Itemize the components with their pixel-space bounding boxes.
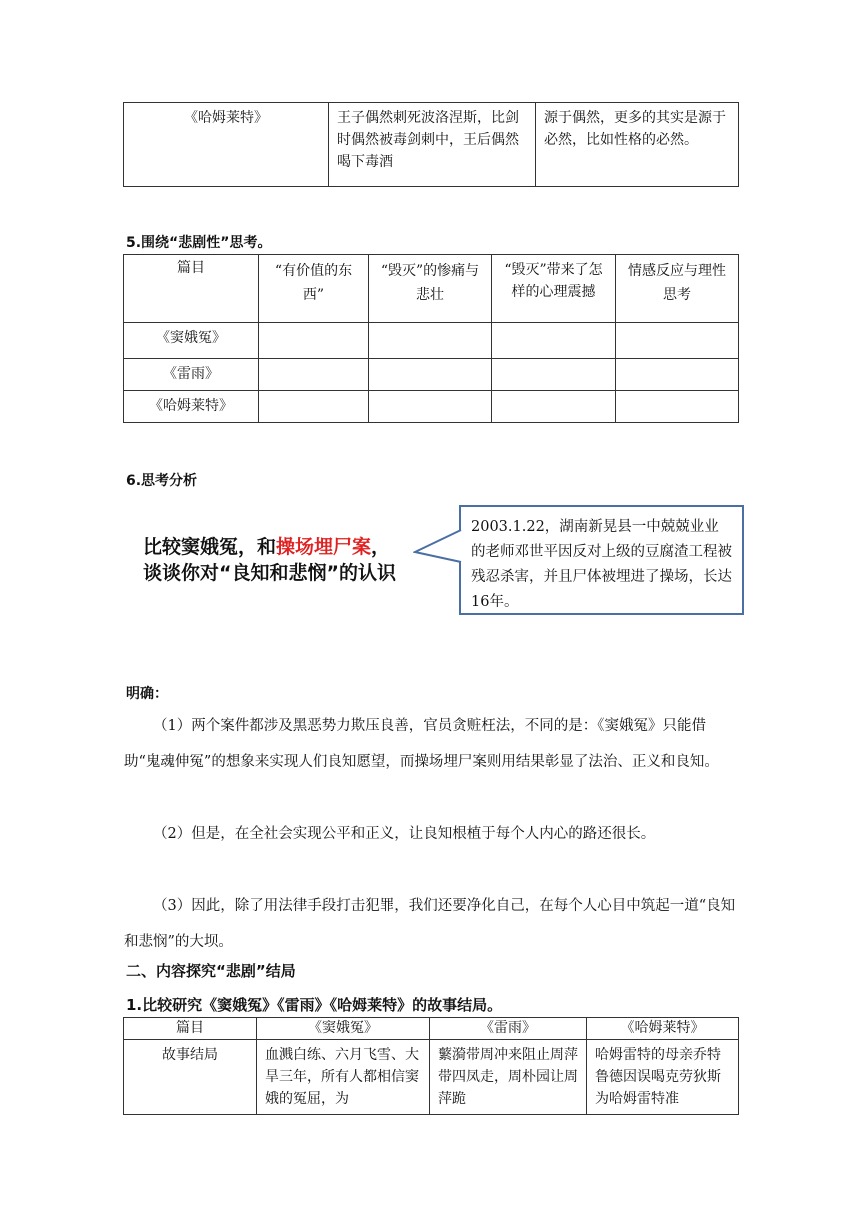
table-header-cell: 《哈姆莱特》 xyxy=(587,1018,739,1040)
table-cell: 《哈姆莱特》 xyxy=(124,103,329,187)
table-cell: 故事结局 xyxy=(124,1040,257,1115)
table-cell xyxy=(492,359,616,391)
table-cell xyxy=(369,391,492,423)
question-text: 比较窦娥冤，和 xyxy=(143,536,277,558)
table-cell xyxy=(259,391,369,423)
question-text: ， xyxy=(371,536,391,558)
table-header-cell: “毁灭”带来了怎样的心理震撼 xyxy=(492,255,616,323)
table-row xyxy=(124,391,739,423)
table-cell: 王子偶然刺死波洛涅斯，比剑时偶然被毒剑刺中，王后偶然喝下毒酒 xyxy=(329,103,536,187)
table-header-cell: “毁灭”的惨痛与悲壮 xyxy=(369,255,492,323)
table-cell xyxy=(259,323,369,359)
table-cell xyxy=(492,391,616,423)
table-cell xyxy=(616,391,739,423)
table-header-cell: 《雷雨》 xyxy=(430,1018,587,1040)
table-cell xyxy=(369,359,492,391)
table-header-cell: 情感反应与理性思考 xyxy=(616,255,739,323)
section5-heading: 5.围绕“悲剧性”思考。 xyxy=(126,235,272,251)
callout-pointer xyxy=(413,528,463,568)
table-cell: 《窦娥冤》 xyxy=(124,323,259,359)
table-top xyxy=(123,102,739,187)
table-cell: 蘩漪带周冲来阻止周萍带四凤走，周朴园让周萍跪 xyxy=(430,1040,587,1115)
table-header-cell: 《窦娥冤》 xyxy=(257,1018,430,1040)
question-line-1 xyxy=(143,535,390,560)
table-header-cell: “有价值的东西” xyxy=(259,255,369,323)
part2-subheading: 1.比较研究《窦娥冤》《雷雨》《哈姆莱特》的故事结局。 xyxy=(126,996,503,1014)
table-row xyxy=(124,103,739,187)
table-cell: 《雷雨》 xyxy=(124,359,259,391)
callout-box: 2003.1.22，湖南新晃县一中兢兢业业的老师邓世平因反对上级的豆腐渣工程被残忍杀害，并且尸体被埋进了操场，长达16年。 xyxy=(459,505,744,615)
table-cell: 血溅白练、六月飞雪、大旱三年，所有人都相信窦娥的冤屈，为 xyxy=(257,1040,430,1115)
table-row xyxy=(124,323,739,359)
table-header-row xyxy=(124,255,739,323)
table-header-cell: 篇目 xyxy=(124,255,259,323)
table-cell xyxy=(492,323,616,359)
part2-heading: 二、内容探究“悲剧”结局 xyxy=(126,962,296,980)
section6-heading: 6.思考分析 xyxy=(126,473,198,489)
table-header-row xyxy=(124,1018,739,1040)
answer-paragraph-1: （1）两个案件都涉及黑恶势力欺压良善，官员贪赃枉法，不同的是：《窦娥冤》只能借助“鬼魂伸冤”的想象来实现人们良知愿望，而操场埋尸案则用结果彰显了法治、正义和良知。 xyxy=(124,718,719,770)
answer-paragraph-2: （2）但是，在全社会实现公平和正义，让良知根植于每个人内心的路还很长。 xyxy=(153,826,656,842)
table-cell xyxy=(369,323,492,359)
table-cell xyxy=(259,359,369,391)
question-line-2: 谈谈你对“良知和悲悯”的认识 xyxy=(143,562,396,584)
table-cell xyxy=(616,359,739,391)
table-row xyxy=(124,359,739,391)
answer-paragraph-3: （3）因此，除了用法律手段打击犯罪，我们还要净化自己，在每个人心目中筑起一道“良知和悲悯”的大坝。 xyxy=(124,898,736,950)
table-cell: 源于偶然，更多的其实是源于必然，比如性格的必然。 xyxy=(536,103,739,187)
table-header-cell: 篇目 xyxy=(124,1018,257,1040)
table-cell xyxy=(616,323,739,359)
table-tragic xyxy=(123,254,739,423)
question-highlight: 操场埋尸案 xyxy=(276,536,372,558)
answer-label: 明确： xyxy=(126,686,168,702)
table-cell: 《哈姆莱特》 xyxy=(124,391,259,423)
table-endings xyxy=(123,1017,739,1115)
table-cell: 哈姆雷特的母亲乔特鲁德因误喝克劳狄斯为哈姆雷特准 xyxy=(587,1040,739,1115)
table-row xyxy=(124,1040,739,1115)
